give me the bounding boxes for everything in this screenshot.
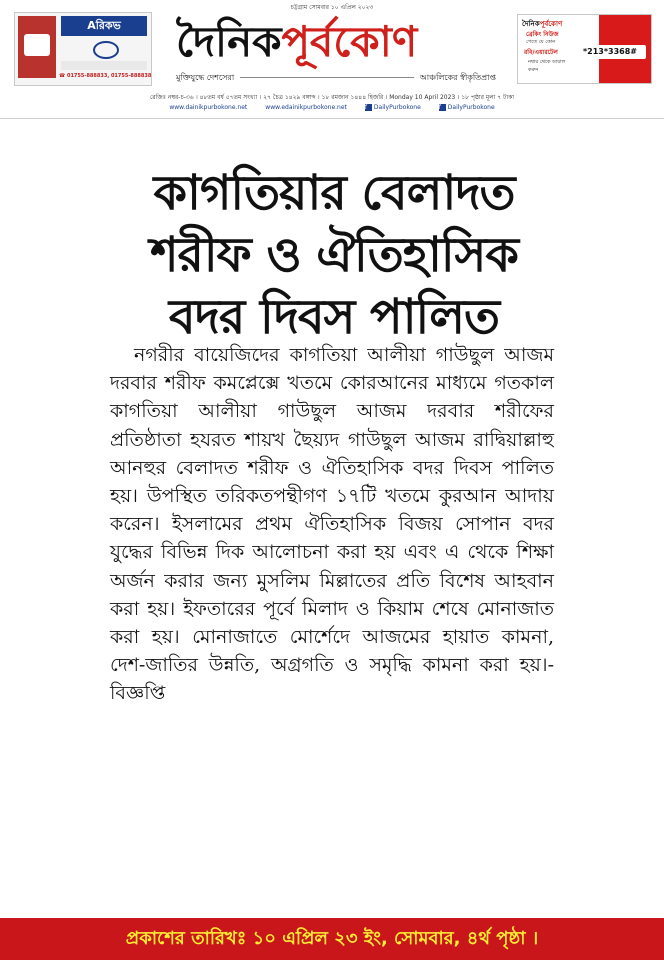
ad-phone-number: ☎ 01755-888833, 01755-888838: [59, 73, 151, 79]
ad-banner-strip: [61, 61, 147, 70]
product-pack-image: [18, 16, 56, 78]
facebook-link-2[interactable]: [439, 104, 495, 111]
ad-line-4: নম্বার থেকে ডায়াল করুন: [528, 59, 566, 73]
ad-right-header-red: পূর্বকোণ: [539, 20, 563, 28]
ad-brand-label: Aরিকভ: [61, 16, 147, 36]
masthead-tagline: [176, 72, 496, 85]
ad-dial-code: *213*3368#: [574, 45, 646, 59]
facebook-icon: f: [439, 104, 446, 111]
facebook-link-2-label: DailyPurbokone: [447, 104, 495, 111]
issue-info-bar: রেজিঃ নম্বর-চ-৩৬ । ৪৮তম বর্ষ ৫৭তম সংখ্যা । ২৭ চৈত্র ১৪২৯ বঙ্গাব্দ । ১৮ রমজান ১৪৪৪ হিজরি । Monday 10 April 2023 । ১৮ পৃষ্ঠার মূল্য ৭ টাকা: [149, 94, 515, 101]
facebook-link-1[interactable]: [365, 104, 421, 111]
logo-part-1: দৈনিক: [176, 17, 282, 66]
web-links: [0, 104, 664, 111]
ad-operator: রবি/এয়ারটেল: [524, 49, 558, 56]
tagline-divider: [240, 77, 414, 85]
newspaper-logo[interactable]: [176, 14, 496, 70]
logo-part-2: পূর্বকোণ: [281, 17, 418, 66]
publication-date-bar: প্রকাশের তারিখঃ ১০ এপ্রিল ২৩ ইং, সোমবার, ৪র্থ পৃষ্ঠা ।: [0, 918, 664, 960]
advertisement-right[interactable]: [517, 14, 652, 84]
tagline-left: মুক্তিযুদ্ধে দেশসেরা: [176, 73, 235, 82]
masthead: [0, 0, 664, 119]
website-link-2[interactable]: www.edainikpurbokone.net: [265, 104, 347, 111]
ad-right-header-black: দৈনিক: [522, 20, 540, 28]
advertisement-left[interactable]: [14, 12, 152, 86]
facebook-link-1-label: DailyPurbokone: [373, 104, 421, 111]
news-article: [100, 122, 564, 912]
masthead-date: চট্টগ্রাম সোমবার ১০ এপ্রিল ২০২৩: [290, 4, 374, 11]
ad-breaking-news: ব্রেকিং নিউজ: [526, 31, 559, 38]
tagline-right: আঞ্চলিকের স্বীকৃতিপ্রাপ্ত: [419, 73, 496, 82]
facebook-icon: f: [365, 104, 372, 111]
article-body: নগরীর বায়েজিদের কাগতিয়া আলীয়া গাউছুল আজম দরবার শরীফ কমপ্লেক্সে খতমে কোরআনের মাধ্যমে গতকাল কাগতিয়া আলীয়া গাউছুল আজম দরবার শরীফের প্রতিষ্ঠাতা হযরত শায়খ ছৈয়্যদ গাউছুল আজম রাদ্বিয়াল্লাহু আনহুর বেলাদত শরীফ ও ঐতিহাসিক বদর দিবস পালিত হয়। উপস্থিত তরিকতপন্থীগণ ১৭টি খতমে কুরআন আদায় করেন। ইসলামের প্রথম ঐতিহাসিক বিজয় সোপান বদর যুদ্ধের বিভিন্ন দিক আলোচনা করা হয় এবং এ থেকে শিক্ষা অর্জন করার জন্য মুসলিম মিল্লাতের প্রতি বিশেষ আহবান করা হয়। ইফতারের পূর্বে মিলাদ ও কিয়াম শেষে মোনাজাত করা হয়। মোনাজাতে মোর্শেদে আজমের হায়াত কামনা, দেশ-জাতির উন্নতি, অগ্রগতি ও সমৃদ্ধি কামনা করা হয়।-বিজ্ঞপ্তি: [110, 344, 554, 705]
article-headline: কাগতিয়ার বেলাদত শরীফ ও ঐতিহাসিক বদর দিবস পালিত: [150, 165, 518, 346]
website-link-1[interactable]: www.dainikpurbokone.net: [169, 104, 248, 111]
ad-logo-icon: [93, 41, 119, 59]
ad-line-2: পেতে যে কোন: [526, 39, 556, 45]
